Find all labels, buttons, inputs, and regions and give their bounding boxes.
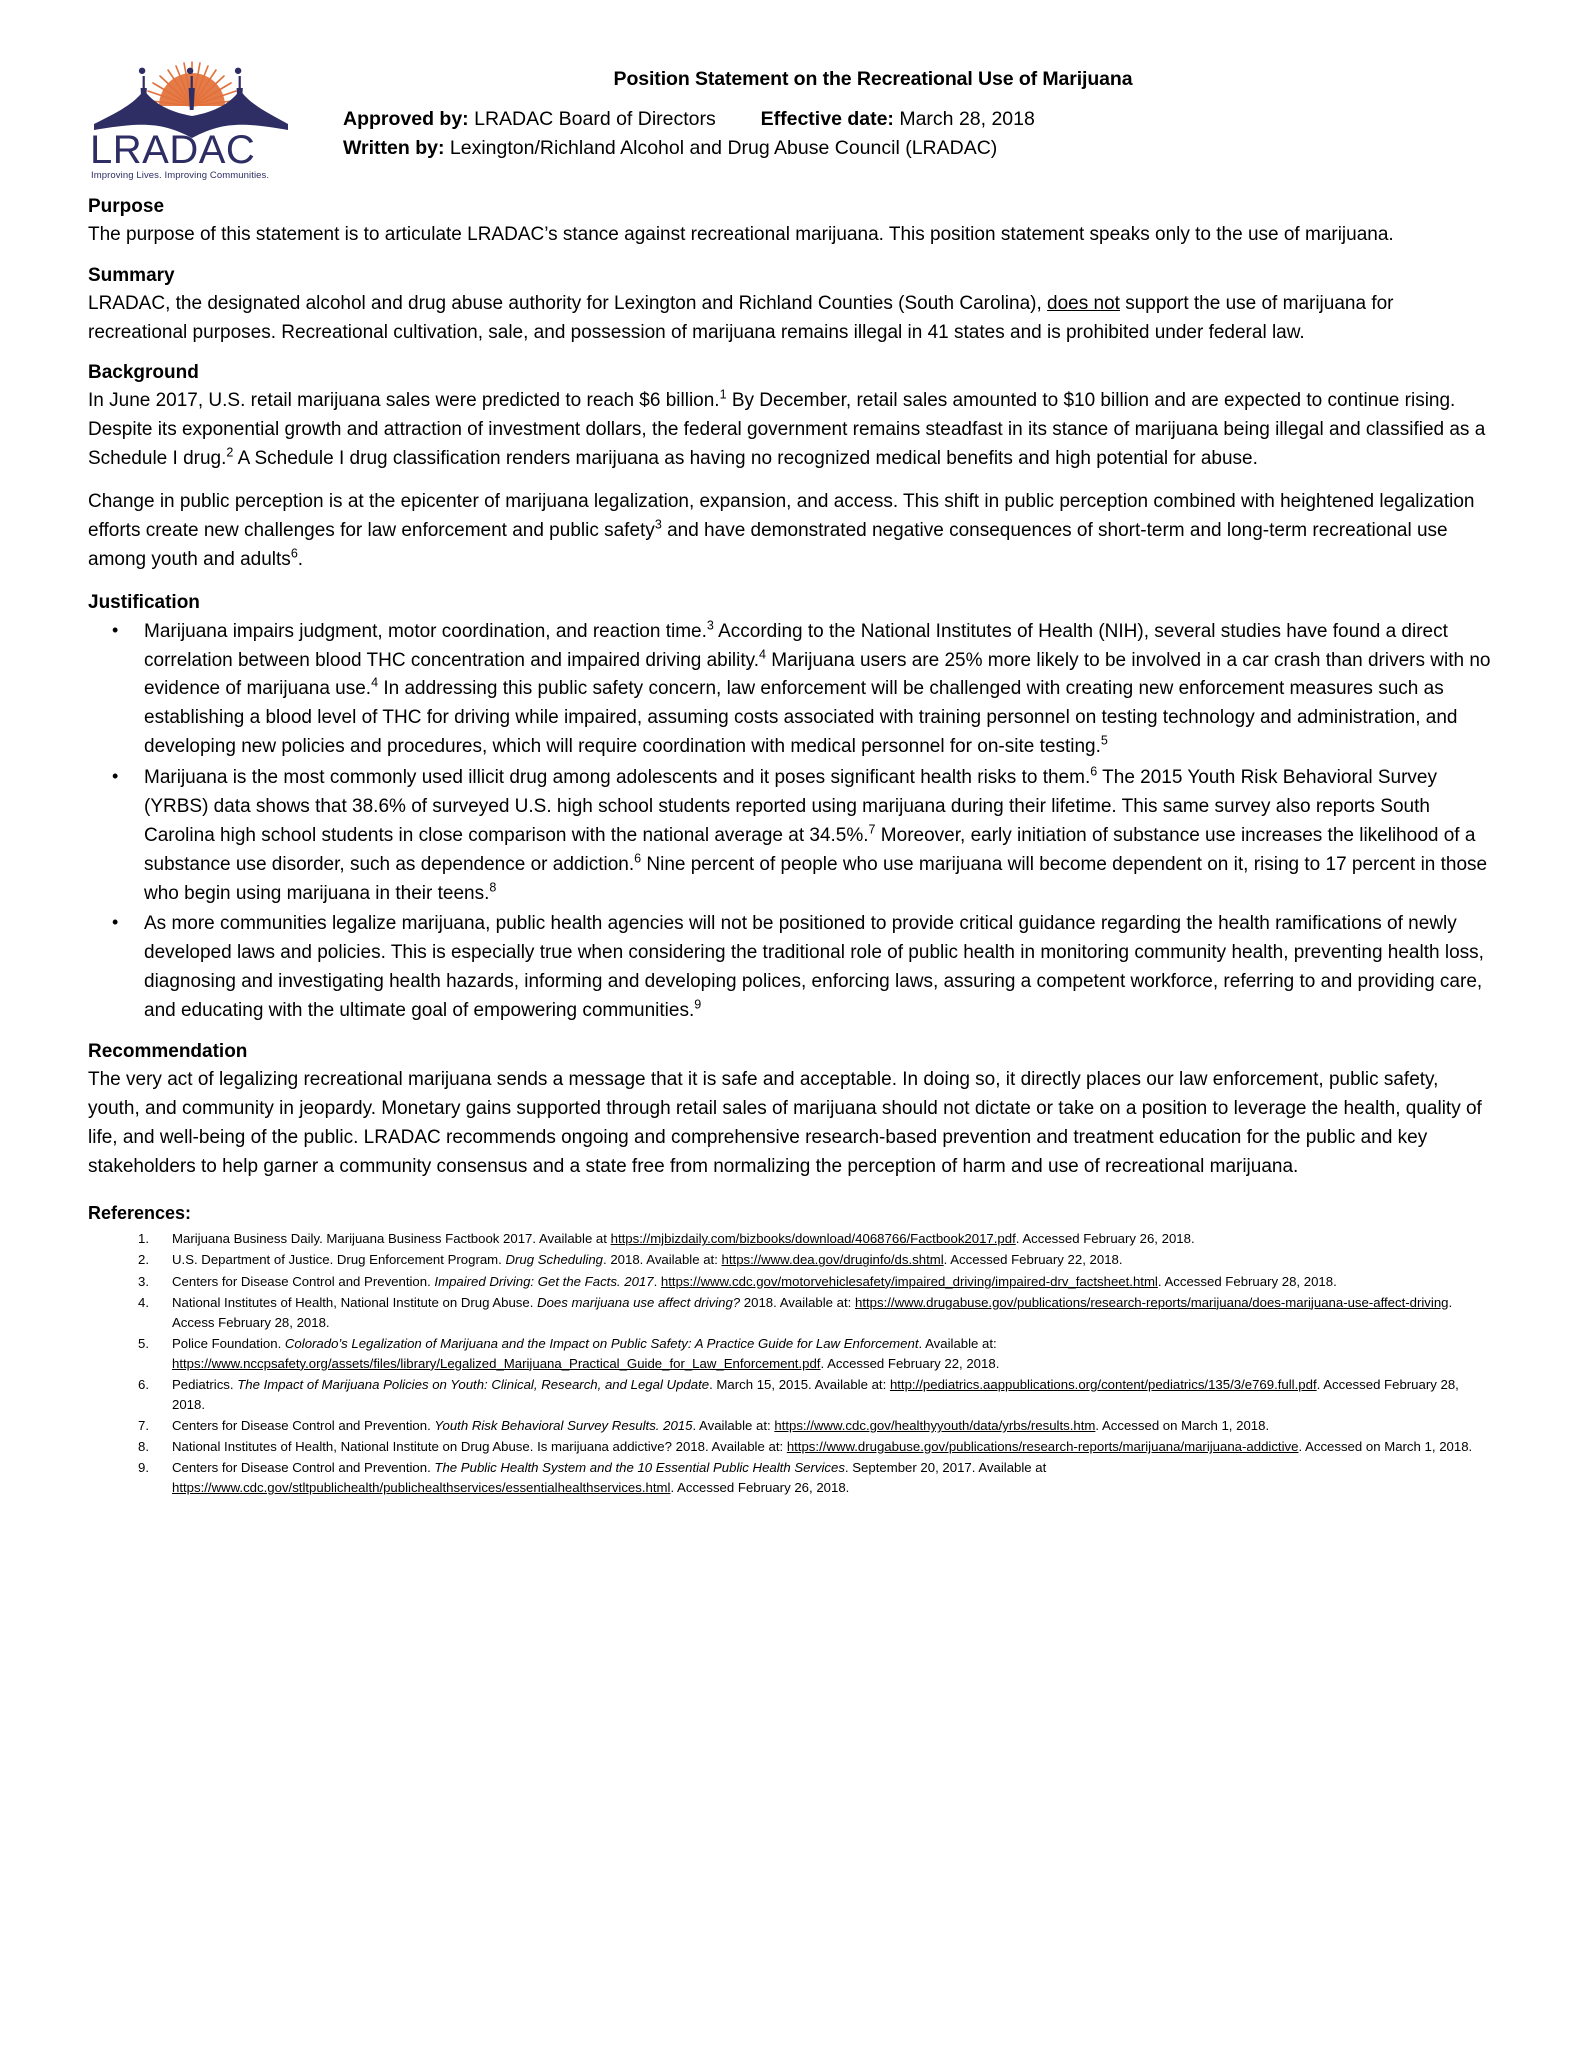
bg-p1-a: In June 2017, U.S. retail marijuana sales were predicted to reach $6 billion. [88,390,720,412]
bg-p1-c: A Schedule I drug classification renders marijuana as having no recognized medical benefits and high potential for abuse. [233,448,1258,470]
list-item [88,764,1493,908]
reference-text: . Available at: [918,1335,997,1351]
reference-link[interactable]: http://pediatrics.aappublications.org/content/pediatrics/135/3/e769.full.pdf [889,1376,1317,1392]
reference-text: . Accessed February 22, 2018. [943,1252,1123,1268]
background-paragraph-2 [88,488,1493,575]
approved-by-value: LRADAC Board of Directors [474,108,716,130]
bullet-text: Nine percent of people who use marijuana will become dependent on it, rising to 17 percent in those who begin using marijuana in their teens. [144,853,1488,904]
reference-item [88,1416,1493,1436]
reference-text: Police Foundation. [172,1335,285,1351]
approval-line [313,105,1493,134]
reference-text: . September 20, 2017. Available at [844,1460,1047,1476]
reference-item [88,1334,1493,1374]
reference-text: . Available at: [692,1417,775,1433]
reference-link[interactable]: https://www.drugabuse.gov/publications/research-reports/marijuana/marijuana-addictive [786,1439,1299,1455]
summary-text-part2: support the use of marijuana for recreational purposes. Recreational cultivation, sale, and possession of marijuana remains illegal in 41 states and is prohibited under federal law. [88,292,1394,343]
reference-link[interactable]: https://www.cdc.gov/motorvehiclesafety/impaired_driving/impaired-drv_factsheet.html [660,1273,1158,1289]
list-item [88,618,1493,762]
reference-text: Centers for Disease Control and Prevention. [172,1273,435,1289]
reference-text: . March 15, 2015. Available at: [709,1376,890,1392]
effective-date-value: March 28, 2018 [899,108,1035,130]
background-heading: Background [88,362,199,384]
footnote-ref: 9 [694,997,702,1012]
footnote-ref: 4 [371,676,379,691]
purpose-heading: Purpose [88,195,165,217]
reference-text: . Accessed on March 1, 2018. [1095,1417,1270,1433]
reference-text: . Accessed February 28, 2018. [172,1376,1459,1412]
bullet-text: As more communities legalize marijuana, public health agencies will not be positioned to provide critical guidance regarding the health ramifications of newly developed laws and policies. This is especially true when considering the traditional role of public health in monitoring community health, preventing health loss, diagnosing and investigating health hazards, informing and developing polices, enforcing laws, assuring a competent workforce, referring to and providing care, and educating with the ultimate goal of empowering communities. [144,913,1484,1022]
reference-title: Impaired Driving: Get the Facts. 2017 [434,1273,654,1289]
reference-item [88,1458,1493,1498]
summary-heading: Summary [88,264,175,286]
footnote-ref: 4 [759,647,767,662]
recommendation-paragraph: The very act of legalizing recreational marijuana sends a message that it is safe and acceptable. In doing so, it directly places our law enforcement, public safety, youth, and community in jeopardy. Monetary gains supported through retail sales of marijuana should not dictate or take on a position to leverage the health, quality of life, and well-being of the public. LRADAC recommends ongoing and comprehensive research-based prevention and treatment education for the public and key stakeholders to help garner a community consensus and a state free from normalizing the perception of harm and use of recreational marijuana. [88,1068,1482,1177]
approved-by-label: Approved by: [343,108,469,130]
references-heading: References: [88,1203,192,1224]
reference-text: . Accessed February 22, 2018. [820,1355,1000,1371]
reference-item [88,1375,1493,1415]
list-item [88,910,1493,1026]
bullet-text: In addressing this public safety concern, law enforcement will be challenged with creating new enforcement measures such as establishing a blood level of THC for driving while impaired, assuming costs associated with training personnel on testing technology and administration, and developing new policies and procedures, which will require coordination with medical personnel for on-site testing. [144,678,1458,758]
purpose-paragraph: The purpose of this statement is to articulate LRADAC’s stance against recreational marijuana. This position statement speaks only to the use of marijuana. [88,223,1394,245]
reference-item [88,1293,1493,1333]
footnote-ref: 1 [719,388,727,403]
reference-text: U.S. Department of Justice. Drug Enforcement Program. [172,1252,506,1268]
summary-emphasis: does not [1047,292,1120,314]
reference-text: . Accessed on March 1, 2018. [1298,1439,1473,1455]
summary-paragraph [88,290,1493,348]
footnote-ref: 8 [489,880,497,895]
written-by-line [313,134,1493,163]
summary-text-part1: LRADAC, the designated alcohol and drug abuse authority for Lexington and Richland Counties (South Carolina), [88,292,1048,314]
bullet-text: The 2015 Youth Risk Behavioral Survey (YRBS) data shows that 38.6% of surveyed U.S. high school students reported using marijuana during their lifetime. This same survey also reports South Carolina high school students in close comparison with the national average at 34.5%. [144,767,1437,846]
lradac-logo [88,52,303,181]
footnote-ref: 7 [868,822,876,837]
reference-item [88,1229,1493,1249]
reference-title: The Impact of Marijuana Policies on Youth: Clinical, Research, and Legal Update [237,1376,710,1392]
reference-text: . Accessed February 26, 2018. [670,1480,850,1496]
reference-text: . Accessed February 28, 2018. [1157,1273,1337,1289]
recommendation-heading: Recommendation [88,1040,248,1062]
bridge-sun-icon [92,60,290,138]
justification-heading: Justification [88,591,200,613]
bullet-text: Marijuana users are 25% more likely to be involved in a car crash than drivers with no evidence of marijuana use. [144,649,1491,700]
footnote-ref: 6 [1090,764,1098,779]
written-by-value: Lexington/Richland Alcohol and Drug Abuse Council (LRADAC) [449,137,998,160]
reference-text: Centers for Disease Control and Prevention. [172,1417,435,1433]
reference-item [88,1250,1493,1270]
reference-item [88,1272,1493,1292]
reference-link[interactable]: https://www.cdc.gov/stltpublichealth/publichealthservices/essentialhealthservices.html [172,1480,671,1496]
reference-link[interactable]: https://www.cdc.gov/healthyyouth/data/yrbs/results.htm [774,1417,1096,1433]
page-title: Position Statement on the Recreational Use of Marijuana [613,68,1133,90]
references-list [88,1229,1493,1498]
bg-p2-b: and have demonstrated negative consequences of short-term and long-term recreational use among youth and adults [88,519,1448,570]
reference-text: . [653,1273,661,1289]
reference-text: . Accessed February 26, 2018. [1015,1231,1195,1247]
bg-p1-b: By December, retail sales amounted to $10 billion and are expected to continue rising. Despite its exponential growth and attraction of investment dollars, the federal government remains steadfast in its stance of marijuana being illegal and classified as a Schedule I drug. [88,390,1486,470]
reference-text: National Institutes of Health, National Institute on Drug Abuse. Is marijuana addictive? 2018. Available at: [172,1439,787,1455]
reference-title: Colorado’s Legalization of Marijuana and the Impact on Public Safety: A Practice Guide for Law Enforcement [284,1335,919,1351]
reference-text: 2018. Available at: [740,1294,856,1310]
background-paragraph-1 [88,387,1493,474]
reference-text: Marijuana Business Daily. Marijuana Business Factbook 2017. Available at [172,1231,611,1247]
effective-date-label: Effective date: [760,108,894,130]
reference-link[interactable]: https://mjbizdaily.com/bizbooks/download/4068766/Factbook2017.pdf [610,1231,1016,1247]
bridge-icon [94,68,288,138]
footnote-ref: 3 [654,517,662,532]
bg-p2-c: . [297,548,304,570]
bullet-text: According to the National Institutes of Health (NIH), several studies have found a direct correlation between blood THC concentration and impaired driving ability. [144,620,1448,671]
reference-text: Pediatrics. [172,1376,238,1392]
written-by-label: Written by: [343,137,445,160]
logo-artwork [92,60,290,138]
bullet-text: Moreover, early initiation of substance use increases the likelihood of a substance use disorder, such as dependence or addiction. [144,824,1476,875]
footnote-ref: 6 [634,851,642,866]
reference-link[interactable]: https://www.nccpsafety.org/assets/files/library/Legalized_Marijuana_Practical_Guide_for_Law_Enforcement.pdf [172,1355,821,1371]
logo-tagline: Improving Lives. Improving Communities. [91,169,270,181]
document-header [88,52,1493,181]
reference-link[interactable]: https://www.drugabuse.gov/publications/research-reports/marijuana/does-marijuana-use-affect-driving [855,1294,1449,1310]
bullet-text: Marijuana is the most commonly used illicit drug among adolescents and it poses significant health risks to them. [144,767,1091,789]
reference-link[interactable]: https://www.dea.gov/druginfo/ds.shtml [721,1252,944,1268]
reference-title: Does marijuana use affect driving? [537,1294,741,1310]
justification-list [88,618,1493,1026]
reference-text: Centers for Disease Control and Prevention. [172,1460,435,1476]
logo-wordmark: LRADAC [90,128,256,172]
bullet-text: Marijuana impairs judgment, motor coordination, and reaction time. [144,620,707,642]
footnote-ref: 3 [706,618,714,633]
reference-text: . 2018. Available at: [603,1252,722,1268]
reference-title: Drug Scheduling [505,1252,603,1268]
reference-title: The Public Health System and the 10 Essential Public Health Services [434,1460,845,1476]
footnote-ref: 6 [290,546,298,561]
bg-p2-a: Change in public perception is at the epicenter of marijuana legalization, expansion, and access. This shift in public perception combined with heightened legalization efforts create new challenges for law enforcement and public safety [88,491,1475,541]
footnote-ref: 5 [1100,733,1108,748]
reference-text: . Access February 28, 2018. [172,1294,1453,1330]
reference-item [88,1437,1493,1457]
footnote-ref: 2 [226,445,234,460]
header-text-block [303,52,1493,164]
reference-title: Youth Risk Behavioral Survey Results. 2015 [434,1417,693,1433]
reference-text: National Institutes of Health, National Institute on Drug Abuse. [172,1294,538,1310]
